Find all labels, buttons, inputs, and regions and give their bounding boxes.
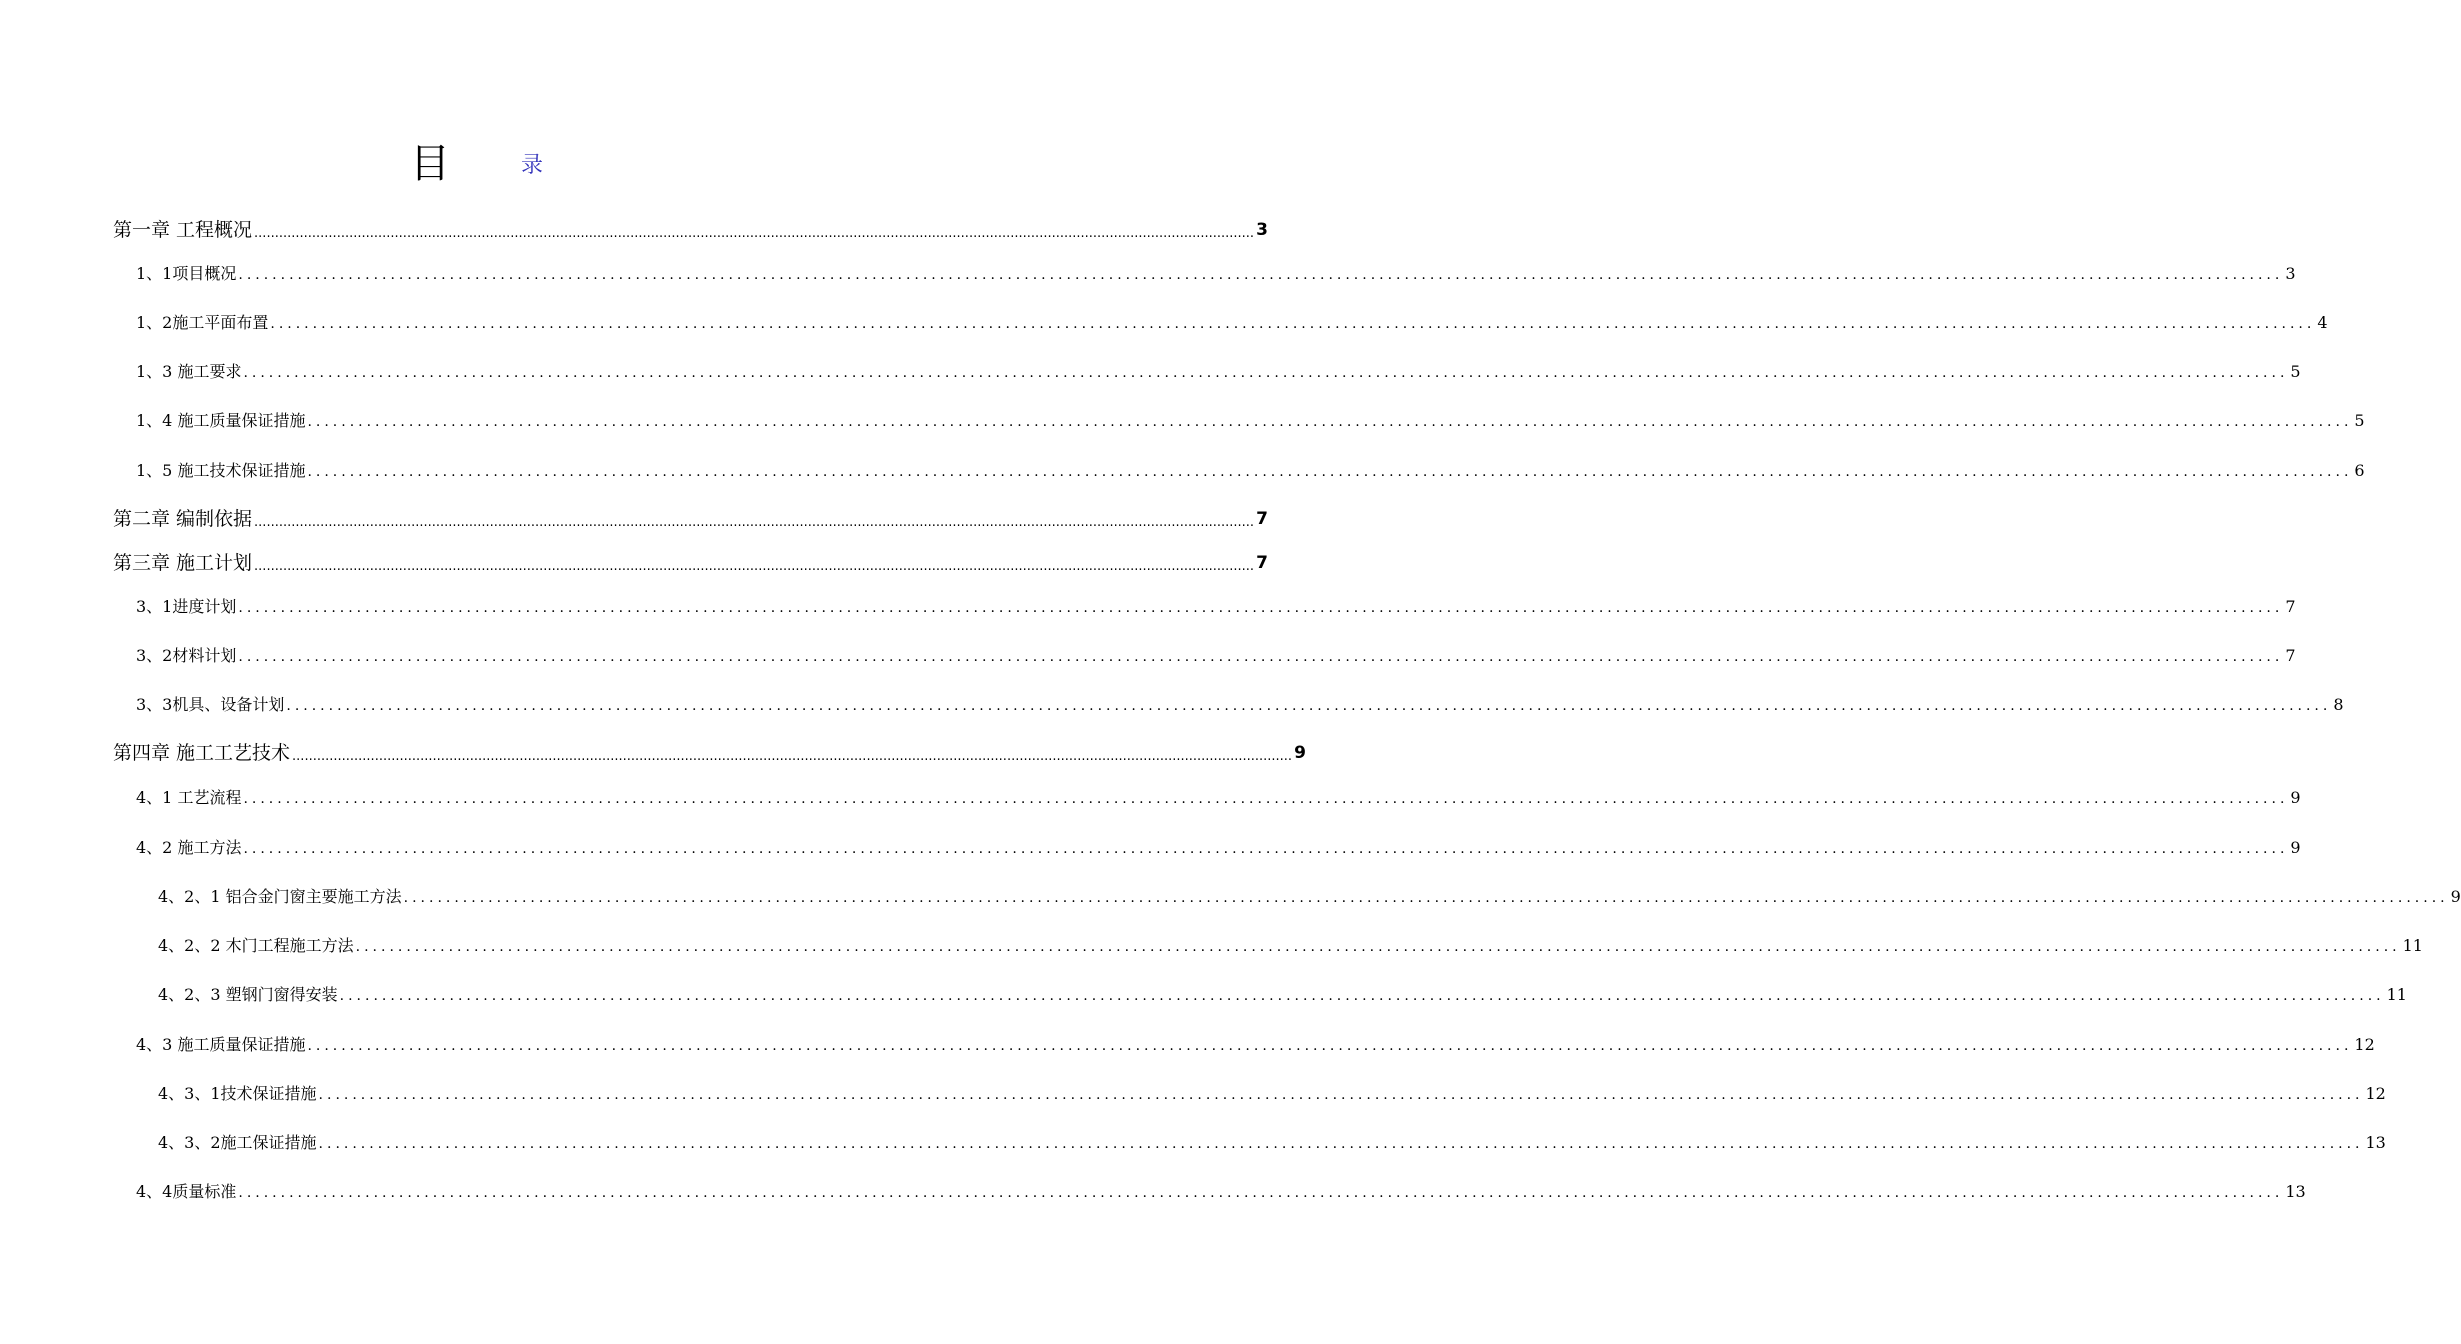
toc-entry-label: 1、2施工平面布置 (136, 313, 269, 332)
toc-entry-4-2-1[interactable] (158, 885, 2461, 909)
toc-entry-chapter-2[interactable] (113, 504, 1268, 534)
toc-entry-chapter-3[interactable] (113, 548, 1268, 578)
toc-entry-label: 1、4 施工质量保证措施 (136, 411, 306, 430)
toc-leader-dots: .................................................................................................................................................................................................................................................. (243, 365, 2289, 381)
toc-entry-page: 13 (2365, 1133, 2386, 1152)
toc-entry-page: 9 (1294, 743, 1306, 763)
toc-entry-label: 3、3机具、设备计划 (136, 695, 285, 714)
toc-entry-label: 第一章 工程概况 (113, 219, 253, 241)
toc-leader-dots: .................................................................................................................................................................................................................................................. (254, 515, 1255, 530)
toc-entry-page: 11 (2386, 985, 2407, 1004)
toc-entry-label: 4、2、2 木门工程施工方法 (158, 936, 354, 955)
toc-entry-label: 1、3 施工要求 (136, 362, 242, 381)
toc-entry-label: 4、3、2施工保证措施 (158, 1133, 317, 1152)
toc-entry-page: 5 (2290, 362, 2301, 381)
toc-entry-page: 9 (2450, 887, 2461, 906)
toc-entry-4-3-1[interactable] (158, 1082, 2386, 1106)
toc-entry-page: 5 (2354, 411, 2365, 430)
toc-entry-4-3-2[interactable] (158, 1131, 2386, 1155)
toc-entry-page: 8 (2333, 695, 2344, 714)
toc-leader-dots: .................................................................................................................................................................................................................................................. (254, 226, 1255, 241)
toc-entry-label: 4、2、1 铝合金门窗主要施工方法 (158, 887, 402, 906)
toc-entry-label: 4、3 施工质量保证措施 (136, 1035, 306, 1054)
toc-leader-dots: .................................................................................................................................................................................................................................................. (238, 1185, 2284, 1201)
toc-entry-page: 7 (2285, 597, 2296, 616)
toc-entry-label: 第二章 编制依据 (113, 508, 253, 530)
toc-entry-label: 4、1 工艺流程 (136, 788, 242, 807)
toc-entry-page: 7 (1256, 553, 1268, 573)
toc-entry-4-2[interactable] (136, 836, 2301, 860)
toc-entry-page: 7 (1256, 509, 1268, 529)
toc-entry-page: 6 (2354, 461, 2365, 480)
toc-entry-label: 1、5 施工技术保证措施 (136, 461, 306, 480)
toc-entry-label: 4、2 施工方法 (136, 838, 242, 857)
toc-entry-3-2[interactable] (136, 644, 2296, 668)
toc-leader-dots: .................................................................................................................................................................................................................................................. (318, 1136, 2364, 1152)
toc-entry-4-1[interactable] (136, 786, 2301, 810)
toc-entry-label: 第三章 施工计划 (113, 552, 253, 574)
toc-leader-dots: .................................................................................................................................................................................................................................................. (238, 600, 2284, 616)
toc-leader-dots: .................................................................................................................................................................................................................................................. (355, 939, 2401, 955)
toc-entry-label: 3、1进度计划 (136, 597, 237, 616)
toc-entry-1-2[interactable] (136, 311, 2328, 335)
toc-entry-1-5[interactable] (136, 459, 2365, 483)
toc-entry-1-3[interactable] (136, 360, 2301, 384)
toc-title-main: 目 (410, 141, 450, 187)
toc-leader-dots: .................................................................................................................................................................................................................................................. (254, 559, 1255, 574)
toc-entry-chapter-4[interactable] (113, 738, 1306, 768)
toc-entry-page: 13 (2285, 1182, 2306, 1201)
toc-entry-label: 3、2材料计划 (136, 646, 237, 665)
toc-leader-dots: .................................................................................................................................................................................................................................................. (243, 841, 2289, 857)
toc-entry-page: 11 (2402, 936, 2423, 955)
toc-entry-page: 4 (2317, 313, 2328, 332)
toc-entry-4-3[interactable] (136, 1033, 2375, 1057)
toc-leader-dots: .................................................................................................................................................................................................................................................. (238, 267, 2284, 283)
toc-entry-4-2-3[interactable] (158, 983, 2407, 1007)
toc-entry-label: 1、1项目概况 (136, 264, 237, 283)
toc-entry-3-1[interactable] (136, 595, 2296, 619)
toc-leader-dots: .................................................................................................................................................................................................................................................. (307, 414, 2353, 430)
toc-entry-1-4[interactable] (136, 409, 2365, 433)
toc-leader-dots: .................................................................................................................................................................................................................................................. (403, 890, 2449, 906)
toc-entry-page: 9 (2290, 838, 2301, 857)
toc-leader-dots: .................................................................................................................................................................................................................................................. (307, 1038, 2353, 1054)
toc-entry-4-2-2[interactable] (158, 934, 2423, 958)
toc-entry-1-1[interactable] (136, 262, 2296, 286)
toc-entry-chapter-1[interactable] (113, 215, 1268, 245)
toc-entry-label: 4、2、3 塑钢门窗得安装 (158, 985, 338, 1004)
toc-entry-4-4[interactable] (136, 1180, 2306, 1204)
toc-entry-page: 12 (2365, 1084, 2386, 1103)
toc-title-sub: 录 (521, 153, 544, 178)
toc-entry-label: 4、3、1技术保证措施 (158, 1084, 317, 1103)
toc-leader-dots: .................................................................................................................................................................................................................................................. (292, 749, 1293, 764)
toc-leader-dots: .................................................................................................................................................................................................................................................. (339, 988, 2385, 1004)
toc-leader-dots: .................................................................................................................................................................................................................................................. (243, 791, 2289, 807)
toc-entry-page: 3 (1256, 220, 1268, 240)
toc-entry-3-3[interactable] (136, 693, 2344, 717)
toc-leader-dots: .................................................................................................................................................................................................................................................. (286, 698, 2332, 714)
toc-leader-dots: .................................................................................................................................................................................................................................................. (307, 464, 2353, 480)
toc-entry-page: 9 (2290, 788, 2301, 807)
toc-leader-dots: .................................................................................................................................................................................................................................................. (318, 1087, 2364, 1103)
toc-leader-dots: .................................................................................................................................................................................................................................................. (270, 316, 2316, 332)
toc-entry-page: 12 (2354, 1035, 2375, 1054)
toc-entry-page: 7 (2285, 646, 2296, 665)
toc-entry-label: 4、4质量标准 (136, 1182, 237, 1201)
toc-entry-label: 第四章 施工工艺技术 (113, 742, 291, 764)
toc-leader-dots: .................................................................................................................................................................................................................................................. (238, 649, 2284, 665)
toc-entry-page: 3 (2285, 264, 2296, 283)
